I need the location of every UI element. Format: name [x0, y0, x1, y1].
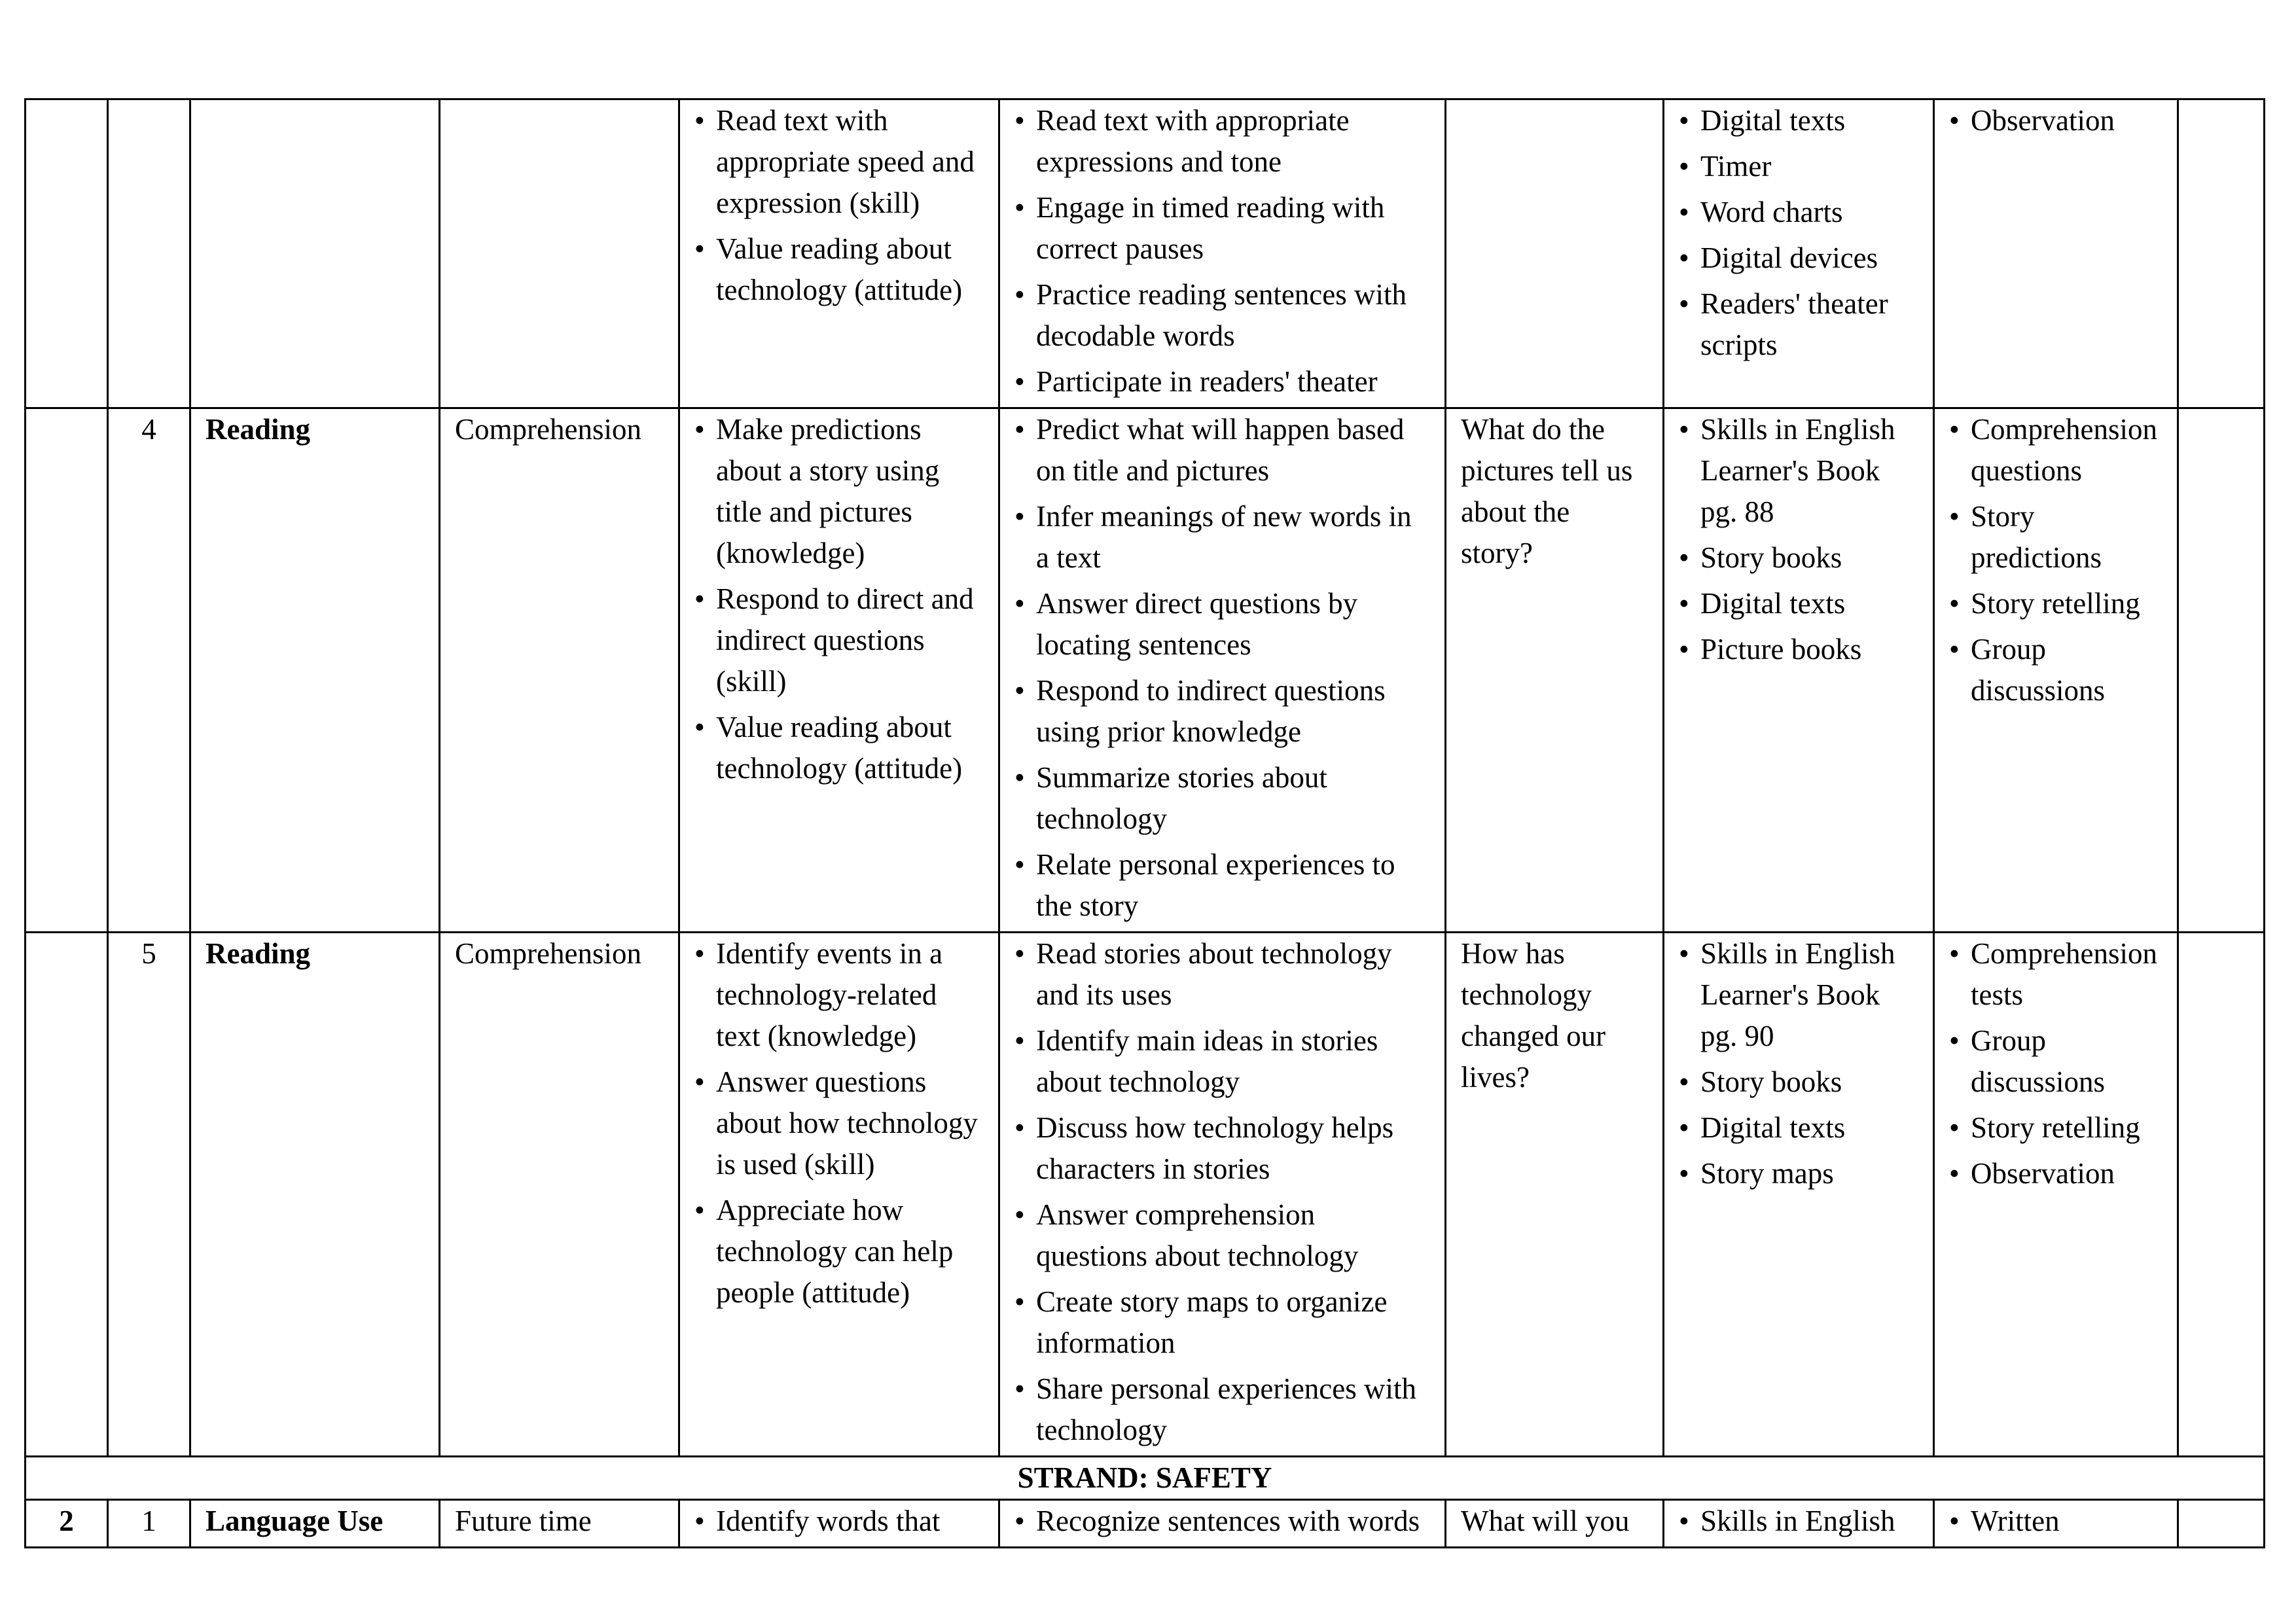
week-cell	[26, 408, 108, 933]
sub-strand-cell	[440, 99, 679, 408]
resources-list	[1679, 100, 1918, 366]
list-item: • Make predictions about a story using title and pictures (knowledge)	[694, 409, 984, 574]
remarks-cell	[2178, 1500, 2265, 1548]
list-item: • Read stories about technology and its uses	[1014, 933, 1430, 1016]
strand-cell	[190, 99, 440, 408]
list-item: • Infer meanings of new words in a text	[1014, 496, 1430, 579]
experiences-list	[1014, 1501, 1430, 1542]
assessment-list	[1949, 1501, 2162, 1542]
table-row	[26, 408, 2265, 933]
table-row	[26, 933, 2265, 1457]
scheme-of-work-table	[24, 98, 2265, 1548]
assessment-cell	[1934, 99, 2178, 408]
table-row	[26, 1500, 2265, 1548]
outcomes-list	[694, 409, 984, 789]
experiences-list	[1014, 933, 1430, 1451]
list-item: • Digital devices	[1679, 238, 1918, 279]
outcomes-cell	[679, 933, 999, 1457]
outcomes-list	[694, 1501, 984, 1542]
list-item: • Group discussions	[1949, 1020, 2162, 1103]
resources-cell	[1664, 1500, 1934, 1548]
list-item: • Digital texts	[1679, 1107, 1918, 1149]
list-item: • Share personal experiences with technology	[1014, 1368, 1430, 1451]
list-item: • Skills in English	[1679, 1501, 1918, 1542]
list-item: • Identify events in a technology-related text (knowledge)	[694, 933, 984, 1057]
resources-list	[1679, 1501, 1918, 1542]
week-cell	[26, 933, 108, 1457]
list-item: • Read text with appropriate speed and expression (skill)	[694, 100, 984, 224]
resources-cell	[1664, 99, 1934, 408]
list-item: • Summarize stories about technology	[1014, 757, 1430, 840]
assessment-cell	[1934, 408, 2178, 933]
list-item: • Comprehension tests	[1949, 933, 2162, 1016]
list-item: • Answer direct questions by locating sentences	[1014, 583, 1430, 666]
list-item: • Predict what will happen based on title and pictures	[1014, 409, 1430, 491]
list-item: • Observation	[1949, 1153, 2162, 1194]
strand-banner-row	[26, 1457, 2265, 1500]
outcomes-list	[694, 100, 984, 311]
table-row	[26, 99, 2265, 408]
inquiry-cell: What do the pictures tell us about the story?	[1446, 408, 1664, 933]
list-item: • Story retelling	[1949, 583, 2162, 624]
experiences-cell	[999, 408, 1446, 933]
inquiry-cell	[1446, 99, 1664, 408]
week-cell	[26, 99, 108, 408]
assessment-list	[1949, 409, 2162, 711]
strand-cell: Reading	[190, 933, 440, 1457]
experiences-cell	[999, 99, 1446, 408]
list-item: • Read text with appropriate expressions and tone	[1014, 100, 1430, 183]
list-item: • Group discussions	[1949, 629, 2162, 711]
experiences-list	[1014, 100, 1430, 402]
sub-strand-cell: Comprehension	[440, 408, 679, 933]
assessment-list	[1949, 933, 2162, 1194]
inquiry-cell: How has technology changed our lives?	[1446, 933, 1664, 1457]
list-item: • Create story maps to organize information	[1014, 1281, 1430, 1364]
list-item: • Answer questions about how technology is used (skill)	[694, 1061, 984, 1185]
experiences-cell	[999, 1500, 1446, 1548]
list-item: • Practice reading sentences with decodable words	[1014, 274, 1430, 357]
list-item: • Story books	[1679, 537, 1918, 579]
list-item: • Story books	[1679, 1061, 1918, 1103]
list-item: • Engage in timed reading with correct pauses	[1014, 187, 1430, 270]
list-item: • Story maps	[1679, 1153, 1918, 1194]
list-item: • Identify words that	[694, 1501, 984, 1542]
resources-cell	[1664, 933, 1934, 1457]
lesson-cell: 4	[108, 408, 190, 933]
list-item: • Identify main ideas in stories about technology	[1014, 1020, 1430, 1103]
list-item: • Appreciate how technology can help people (attitude)	[694, 1190, 984, 1313]
experiences-cell	[999, 933, 1446, 1457]
outcomes-list	[694, 933, 984, 1313]
resources-cell	[1664, 408, 1934, 933]
assessment-list	[1949, 100, 2162, 141]
list-item: • Answer comprehension questions about technology	[1014, 1194, 1430, 1277]
list-item: • Recognize sentences with words	[1014, 1501, 1430, 1542]
list-item: • Picture books	[1679, 629, 1918, 670]
strand-banner: STRAND: SAFETY	[26, 1457, 2265, 1500]
list-item: • Timer	[1679, 146, 1918, 187]
lesson-cell: 1	[108, 1500, 190, 1548]
list-item: • Discuss how technology helps characters in stories	[1014, 1107, 1430, 1190]
list-item: • Word charts	[1679, 192, 1918, 233]
list-item: • Skills in English Learner's Book pg. 88	[1679, 409, 1918, 533]
outcomes-cell	[679, 1500, 999, 1548]
lesson-cell: 5	[108, 933, 190, 1457]
list-item: • Digital texts	[1679, 583, 1918, 624]
list-item: • Story predictions	[1949, 496, 2162, 579]
strand-cell: Language Use	[190, 1500, 440, 1548]
list-item: • Digital texts	[1679, 100, 1918, 141]
remarks-cell	[2178, 99, 2265, 408]
remarks-cell	[2178, 408, 2265, 933]
sub-strand-cell: Future time	[440, 1500, 679, 1548]
outcomes-cell	[679, 99, 999, 408]
list-item: • Readers' theater scripts	[1679, 283, 1918, 366]
resources-list	[1679, 933, 1918, 1194]
sub-strand-cell: Comprehension	[440, 933, 679, 1457]
assessment-cell	[1934, 1500, 2178, 1548]
list-item: • Skills in English Learner's Book pg. 90	[1679, 933, 1918, 1057]
remarks-cell	[2178, 933, 2265, 1457]
list-item: • Written	[1949, 1501, 2162, 1542]
list-item: • Participate in readers' theater	[1014, 361, 1430, 402]
list-item: • Relate personal experiences to the story	[1014, 844, 1430, 927]
lesson-cell	[108, 99, 190, 408]
strand-cell: Reading	[190, 408, 440, 933]
list-item: • Respond to indirect questions using prior knowledge	[1014, 670, 1430, 753]
week-cell: 2	[26, 1500, 108, 1548]
list-item: • Comprehension questions	[1949, 409, 2162, 491]
list-item: • Value reading about technology (attitude)	[694, 228, 984, 311]
list-item: • Value reading about technology (attitude)	[694, 707, 984, 789]
outcomes-cell	[679, 408, 999, 933]
list-item: • Observation	[1949, 100, 2162, 141]
assessment-cell	[1934, 933, 2178, 1457]
list-item: • Respond to direct and indirect questions (skill)	[694, 579, 984, 702]
experiences-list	[1014, 409, 1430, 927]
list-item: • Story retelling	[1949, 1107, 2162, 1149]
inquiry-cell: What will you	[1446, 1500, 1664, 1548]
resources-list	[1679, 409, 1918, 670]
